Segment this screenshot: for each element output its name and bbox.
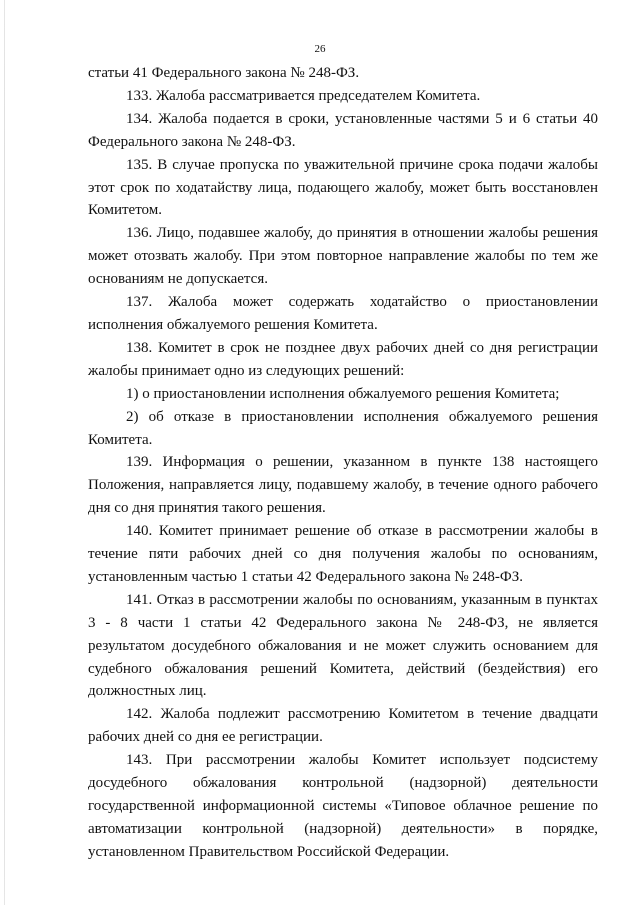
paragraph-134: 134. Жалоба подается в сроки, установленные частями 5 и 6 статьи 40 Федерального закона № 248-ФЗ. [88, 110, 598, 150]
paragraph-136: 136. Лицо, подавшее жалобу, до принятия в отношении жалобы решения может отозвать жалобу. При этом повторное направление жалобы по тем же основаниям не допускается. [88, 225, 598, 288]
document-body [88, 62, 598, 864]
paragraph-139: 139. Информация о решении, указанном в пункте 138 настоящего Положения, направляется лицу, подавшему жалобу, в течение одного рабочего дня со дня принятия такого решения. [88, 454, 598, 517]
paragraph-133: 133. Жалоба рассматривается председателем Комитета. [126, 87, 481, 104]
paragraph-138-item-1: 1) о приостановлении исполнения обжалуемого решения Комитета; [126, 385, 560, 402]
paragraph-137: 137. Жалоба может содержать ходатайство о приостановлении исполнения обжалуемого решения Комитета. [88, 294, 598, 333]
page-edge-shadow [4, 0, 5, 905]
paragraph-140: 140. Комитет принимает решение об отказе в рассмотрении жалобы в течение пяти рабочих дней со дня получения жалобы по основаниям, установленным частью 1 статьи 42 Федерального закона № 248-ФЗ. [88, 523, 598, 585]
paragraph-138-item-2: 2) об отказе в приостановлении исполнения обжалуемого решения Комитета. [88, 408, 598, 448]
paragraph-143: 143. При рассмотрении жалобы Комитет использует подсистему досудебного обжалования контрольной (надзорной) деятельности государственной информационной системы «Типовое облачное решение по автоматизации контрольной (надзорной) деятельности» в порядке, установленном Правительством Российской Федерации. [88, 752, 598, 860]
paragraph-142: 142. Жалоба подлежит рассмотрению Комитетом в течение двадцати рабочих дней со дня ее регистрации. [88, 706, 598, 746]
page-number: 26 [314, 43, 326, 55]
paragraph-continuation: статьи 41 Федерального закона № 248-ФЗ. [88, 65, 360, 81]
paragraph-138: 138. Комитет в срок не позднее двух рабочих дней со дня регистрации жалобы принимает одно из следующих решений: [88, 339, 598, 379]
paragraph-135: 135. В случае пропуска по уважительной причине срока подачи жалобы этот срок по ходатайству лица, подающего жалобу, может быть восстановлен Комитетом. [88, 156, 598, 219]
paragraph-141: 141. Отказ в рассмотрении жалобы по основаниям, указанным в пунктах 3 - 8 части 1 статьи 42 Федерального закона № 248-ФЗ, не является результатом досудебного обжалования и не может служить основанием для судебного обжалования решений Комитета, действий (бездействия) его должностных лиц. [88, 591, 598, 700]
